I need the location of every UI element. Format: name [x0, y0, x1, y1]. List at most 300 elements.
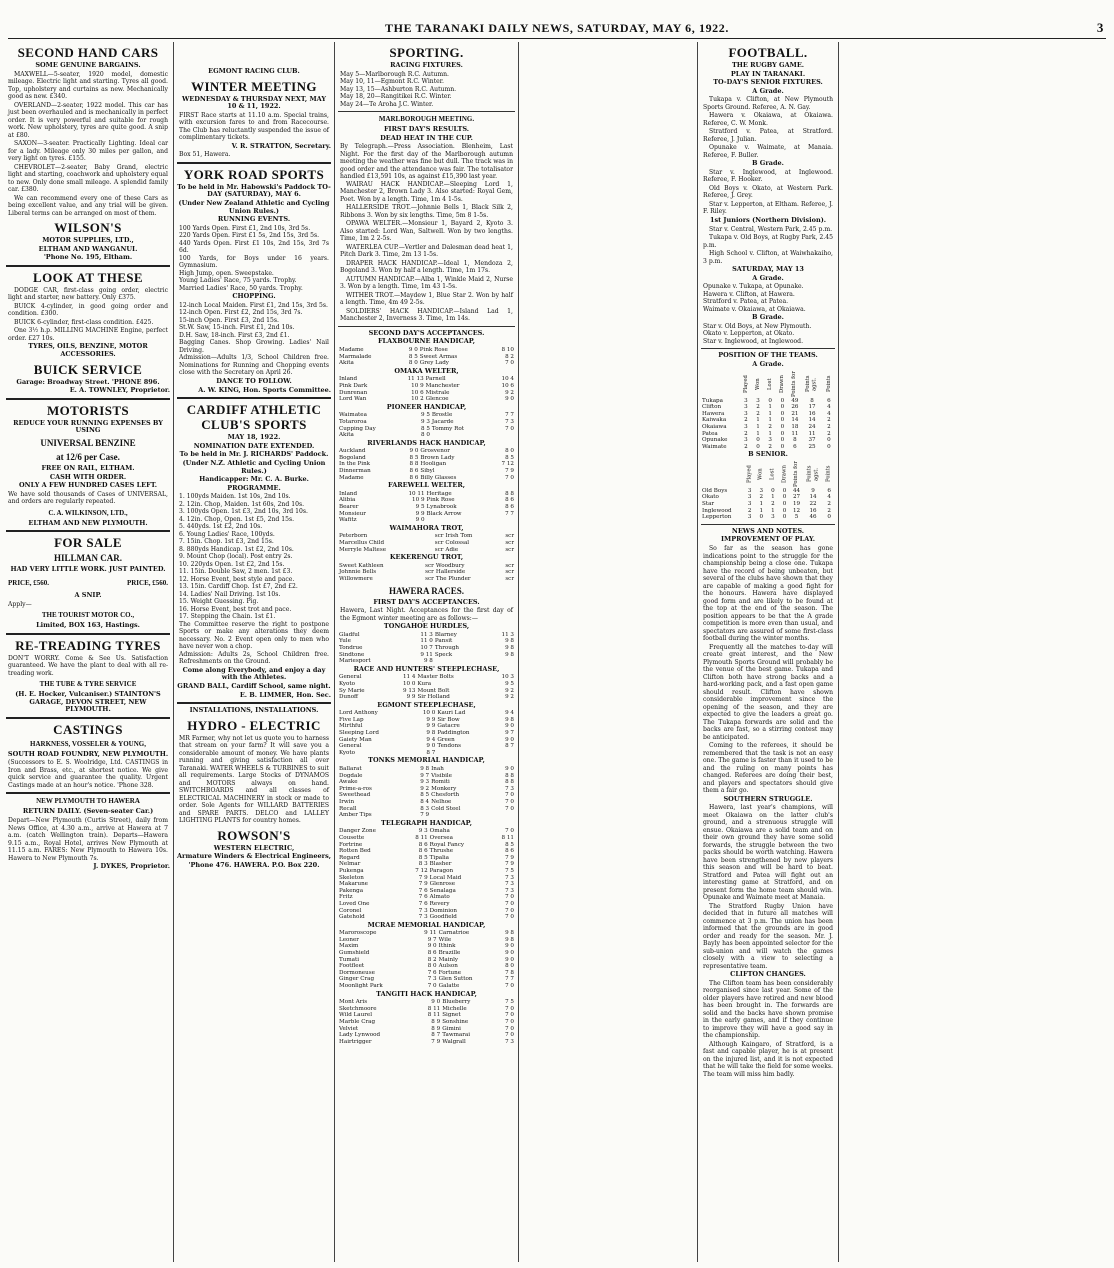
stat-cell: 0: [768, 397, 772, 404]
southern-body: [703, 804, 833, 970]
cardiff-rules: (Under N.Z. Athletic and Cycling Union Rules.): [182, 458, 326, 475]
acceptance-heading: FLAXBOURNE HANDICAP,: [377, 337, 476, 346]
horse-name: Prime-a-ros: [339, 785, 372, 792]
acceptance-row: [338, 957, 515, 964]
stat-cell: 49: [791, 397, 799, 404]
stat-cell: 3: [756, 397, 760, 404]
horse-weight: 7 9: [418, 881, 428, 888]
horse-name: Gatehold: [339, 914, 365, 921]
horse-name: Tawmarai: [442, 1032, 471, 1039]
horse-name: Signet: [442, 1012, 461, 1019]
motorists-heading: MOTORISTS: [46, 402, 130, 418]
tourist-name: THE TOURIST MOTOR CO.,: [41, 611, 135, 619]
motorists-body: REDUCE YOUR RUNNING EXPENSES BY USING: [13, 418, 163, 435]
horse-weight: 7 3: [505, 418, 514, 425]
horse-name: Brostle: [431, 412, 453, 419]
acceptance-row: [338, 497, 515, 504]
horse-weight: 8 3: [420, 805, 430, 812]
b-grade-label: B Grade.: [752, 313, 784, 322]
horse-name: Cousette: [339, 834, 365, 841]
horse-weight: 8 5: [418, 854, 428, 861]
football-heading: FOOTBALL.: [728, 45, 808, 60]
standings-row: [701, 501, 835, 508]
stat-cell: 1: [756, 417, 760, 424]
horse-weight: 7 12: [415, 867, 428, 874]
horse-name: [434, 658, 486, 665]
york-rules: (Under New Zealand Athletic and Cycling Union Rules.): [178, 199, 330, 215]
horse-weight: 7 3: [505, 874, 514, 881]
horse-weight: 9 0: [427, 943, 437, 950]
horse-name: Colossal: [445, 540, 470, 546]
acceptance-tables: [338, 338, 515, 1045]
programme-heading: PROGRAMME.: [227, 483, 281, 492]
programme-item: 5. 440yds. 1st £2, 2nd 10s.: [179, 523, 263, 531]
horse-weight: 7 12: [501, 461, 514, 468]
horse-name: Almato: [429, 894, 450, 901]
acceptance-row: [338, 888, 515, 895]
dead-heat: DEAD HEAT IN THE CUP.: [380, 133, 473, 142]
acceptance-row: [338, 432, 515, 439]
horse-name: Sleeping Lord: [339, 730, 379, 737]
stat-cell: 14: [808, 417, 816, 424]
horse-weight: 9 0: [505, 736, 514, 743]
stat-cell: 6: [827, 487, 831, 494]
horse-name: Brown Lady: [420, 454, 455, 461]
horse-weight: 9 0: [408, 346, 418, 353]
rowson-sub: WESTERN ELECTRIC,: [213, 843, 295, 852]
column-5-football: [701, 42, 835, 1262]
event-item: 100 Yards Open. First £1, 2nd 10s, 3rd 5s.: [179, 224, 311, 232]
horse-weight: 8 11: [427, 1012, 441, 1019]
stat-cell: 25: [808, 443, 816, 450]
york-heading: YORK ROAD SPORTS: [183, 166, 325, 182]
cardiff-signature: E. B. LIMMER, Hon. Sec.: [239, 690, 331, 699]
team-name: Hawera: [702, 410, 725, 417]
horse-name: Green: [437, 736, 455, 743]
look-item: One 3½ h.p. MILLING MACHINE Engine, perfect order. £27 10s.: [8, 327, 168, 342]
fixture-item: Opunake v. Waimate, at Manaia. Referee, F. Buller.: [703, 144, 833, 159]
stat-cell: 17: [808, 404, 816, 411]
column-header: Lost: [766, 377, 773, 390]
standings-table-b: [701, 460, 835, 521]
horse-name: Galatte: [438, 983, 460, 990]
stat-cell: 0: [780, 430, 785, 437]
stat-cell: 21: [791, 410, 799, 417]
horse-weight: 8 0: [427, 963, 437, 970]
fixture-item: Tukapa v. Clifton, at New Plymouth Sports Ground. Referee, A. N. Gay.: [703, 96, 833, 111]
horse-weight: 9 8: [505, 716, 514, 723]
horse-weight: 9 0: [415, 517, 425, 524]
column-header: Points agst.: [805, 375, 819, 392]
stat-cell: 1: [768, 417, 772, 424]
horse-name: Paddington: [437, 730, 470, 737]
team-name: Waimate: [702, 443, 727, 450]
hawera-proprietor: J. DYKES, Proprietor.: [93, 862, 170, 871]
a-grade-label: A Grade.: [752, 273, 784, 282]
horse-weight: [495, 517, 515, 524]
acceptance-row: [338, 511, 515, 518]
stat-cell: 3: [744, 410, 748, 417]
stat-cell: 18: [791, 423, 799, 430]
fixture-item: May 5—Marlborough R.C. Autumn.: [340, 70, 449, 78]
look-item: BUICK 4-cylinder, in good going order and condition. £300.: [8, 302, 168, 318]
horse-name: Auckland: [339, 448, 366, 455]
horse-weight: 7 0: [505, 425, 514, 432]
horse-name: Amber Tips: [339, 812, 372, 819]
horse-weight: 8 9: [431, 1019, 441, 1025]
horse-name: Irish Tom: [445, 533, 473, 540]
team-name: Tukapa: [702, 397, 723, 404]
horse-weight: 7 7: [505, 412, 514, 419]
horse-name: Loved One: [339, 900, 370, 907]
acceptance-row: [338, 723, 515, 730]
horse-weight: 7 9: [505, 854, 514, 861]
horse-weight: 8 0: [408, 360, 418, 367]
rowson-phone: 'Phone 476. HAWERA. P.O. Box 220.: [188, 860, 320, 869]
acceptance-row: [338, 658, 515, 665]
acceptance-heading: RIVERLANDS HACK HANDICAP,: [367, 438, 486, 447]
horse-name: Sweet Armas: [419, 353, 458, 360]
horse-name: Gimini: [442, 1025, 461, 1032]
horse-name: Tondrue: [339, 644, 363, 651]
handicapper: Handicapper: Mr. C. A. Burke.: [199, 475, 309, 484]
stat-cell: 3: [759, 487, 764, 494]
horse-weight: 9 11: [420, 651, 433, 658]
horse-name: Wile: [438, 936, 452, 943]
stat-cell: 1: [771, 507, 775, 514]
horse-weight: 7 0: [427, 983, 437, 990]
column-header: Played: [746, 464, 753, 483]
fixture-item: Okato v. Lepperton, at Okato.: [703, 330, 795, 338]
stat-cell: 0: [756, 437, 760, 444]
horse-weight: 9 9: [415, 510, 425, 517]
horse-weight: 8 2: [427, 956, 437, 963]
acceptance-row: [338, 563, 515, 570]
fixture-item: May 24—Te Aroha J.C. Winter.: [340, 100, 434, 108]
horse-weight: 7 7: [505, 510, 514, 517]
news-notes-heading: NEWS AND NOTES.: [731, 526, 805, 535]
horse-name: Sweethead: [339, 792, 371, 799]
stat-cell: 14: [791, 417, 799, 424]
fixture-item: Star v. Lepperton, at Eltham. Referee, J. F. Riley.: [703, 200, 833, 216]
stat-cell: 3: [747, 494, 752, 501]
cars-item: CHEVROLET—2-seater, Baby Grand, electric light and starting, coachwork and upholstery equal to new. Only done small mileage. A splendid family car. £380.: [8, 163, 168, 194]
horse-name: Walgrall: [442, 1038, 466, 1045]
chop-item: 12-inch Local Maiden. First £1, 2nd 15s, 3rd 5s.: [179, 301, 328, 309]
cars-list: [8, 71, 168, 218]
horse-name: Revery: [429, 900, 450, 907]
column-header: Points: [825, 465, 832, 483]
clifton-body: [703, 980, 833, 1079]
horse-name: Merryle Maltese: [339, 546, 387, 553]
column-header: Points agst.: [806, 465, 820, 483]
horse-name: Mirthful: [339, 723, 363, 730]
horse-name: Bogoland: [339, 454, 366, 461]
horse-weight: 7 6: [418, 894, 428, 901]
horse-name: Inah: [431, 766, 444, 773]
horse-weight: 9 4: [426, 736, 436, 743]
programme-item: 1. 100yds Maiden. 1st 10s, 2nd 10s.: [179, 493, 291, 501]
standings-row: [701, 404, 835, 411]
stat-cell: 0: [780, 417, 785, 424]
horse-weight: 9 3: [421, 418, 430, 425]
programme-item: 7. 15in. Chop. 1st £3, 2nd 15s.: [179, 538, 274, 546]
horse-weight: 9 2: [505, 389, 514, 396]
acceptance-row: [338, 638, 515, 645]
horse-name: Paragon: [429, 867, 454, 874]
horse-name: Michelle: [442, 1005, 467, 1012]
acceptance-heading: TANGITI HACK HANDICAP,: [376, 989, 477, 998]
programme-item: 11. 15in. Double Saw, 2 men. 1st £3.: [179, 568, 293, 576]
box-address: Box 51, Hawera.: [179, 151, 231, 159]
acceptance-heading: MCRAE MEMORIAL HANDICAP,: [367, 920, 486, 929]
winter-body: FIRST Race starts at 11.10 a.m. Special trains, with excursion fares to and from Racecourse. The Club has reluctantly suspended the issue of complimentary tickets.: [179, 111, 329, 142]
cars-note: We can recommend every one of these Cars as being excellent value, and any trial will be given. Liberal terms can be arranged on most of them.: [8, 194, 168, 217]
fixture-item: Stratford v. Patea, at Patea.: [703, 298, 789, 306]
fixture-item: Hawera v. Clifton, at Hawera.: [703, 290, 795, 298]
horse-weight: 9 0: [505, 943, 514, 950]
horse-name: Brazille: [438, 950, 461, 957]
horse-name: Sir Holland: [417, 694, 450, 701]
stat-cell: 0: [782, 494, 787, 501]
stat-cell: 6: [793, 443, 797, 450]
acceptance-row: [338, 861, 515, 868]
horse-weight: 9 9: [406, 694, 416, 701]
horse-name: Grey Lady: [419, 360, 449, 367]
horse-weight: 9 2: [420, 785, 430, 792]
horse-name: Woodbury: [435, 562, 465, 569]
benzine-price: at 12/6 per Case.: [56, 451, 120, 462]
horse-weight: [495, 432, 515, 439]
castings-heading: CASTINGS: [53, 721, 123, 737]
cars-item: MAXWELL—5-seater, 1920 model, domestic mileage. Electric light and starting. Tyres all good. Top, upholstery and curtains as new. Mechanically good as new. £340.: [8, 70, 168, 101]
horse-weight: 8 0: [421, 432, 430, 439]
buick-heading: BUICK SERVICE: [33, 361, 143, 377]
acceptance-row: [338, 976, 515, 983]
column-header: Points: [825, 375, 832, 392]
acceptance-row: [338, 943, 515, 950]
horse-name: Nelhoe: [431, 799, 452, 805]
horse-name: Pansit: [434, 638, 453, 645]
acceptance-heading: Hawera, Last Night. Acceptances for the first day of the Egmont winter meeting are as follows:—: [340, 607, 513, 622]
acceptance-row: [338, 412, 515, 419]
horse-weight: 9 0: [505, 950, 514, 957]
benzine-note: We have sold thousands of Cases of UNIVERSAL, and orders are regularly repeated.: [8, 490, 168, 506]
horse-name: Recall: [339, 805, 357, 812]
horse-name: In the Pink: [339, 461, 371, 468]
horse-name: Lord Wan: [339, 396, 367, 403]
horse-name: Master Bolts: [417, 674, 454, 681]
look-heading: LOOK AT THESE: [33, 269, 143, 285]
acceptance-row: [338, 930, 515, 937]
acceptance-table: [338, 999, 515, 1045]
cars-subheading: SOME GENUINE BARGAINS.: [35, 61, 141, 69]
standings-row: [701, 411, 835, 418]
horse-weight: 7 0: [505, 792, 514, 799]
acceptance-row: [338, 360, 515, 367]
horse-weight: 9 9: [426, 716, 436, 723]
horse-weight: 7 0: [505, 894, 514, 901]
acceptance-row: [338, 914, 515, 921]
horse-weight: 9 5: [415, 504, 425, 511]
team-name: Okaiawa: [702, 423, 727, 430]
horse-name: Visibile: [431, 772, 452, 779]
acceptance-row: [338, 983, 515, 990]
horse-name: Mistrale: [425, 389, 450, 396]
acceptance-row: [338, 475, 515, 482]
event-item: Young Ladies' Race, 75 yards. Trophy.: [179, 277, 297, 285]
horse-name: Tendons: [437, 743, 461, 750]
horse-weight: 8 6: [409, 468, 419, 475]
fixture-item: May 13, 15—Ashburton R.C. Autumn.: [340, 85, 457, 93]
racing-fixtures-heading: RACING FIXTURES.: [390, 61, 463, 69]
programme-item: 16. Horse Event, best trot and pace.: [179, 605, 292, 613]
masthead-title: THE TARANAKI DAILY NEWS, SATURDAY, MAY 6, 1922.: [385, 21, 729, 35]
acceptance-row: [338, 908, 515, 915]
horse-weight: 7 7: [505, 976, 514, 983]
acceptance-table: [338, 563, 515, 583]
standings-row: [701, 514, 835, 521]
programme-item: 8. 880yds Handicap. 1st £2, 2nd 10s.: [179, 545, 294, 553]
look-note: TYRES, OILS, BENZINE, MOTOR ACCESSORIES.: [28, 342, 148, 358]
horse-weight: 11 0: [420, 638, 433, 645]
fixture-item: High School v. Clifton, at Waiwhakaiho, 3 p.m.: [703, 250, 833, 265]
stat-cell: 3: [744, 437, 748, 444]
acceptance-row: [338, 419, 515, 426]
horse-weight: 7 0: [505, 907, 514, 914]
hawera-sub: RETURN DAILY. (Seven-seater Car.): [22, 807, 154, 816]
horse-weight: 10 11: [408, 490, 425, 497]
horse-name: Moonlight Park: [339, 983, 383, 990]
horse-weight: 8 8: [505, 490, 514, 497]
harkness-address: SOUTH ROAD FOUNDRY, NEW PLYMOUTH.: [7, 749, 169, 758]
team-name: Lepperton: [702, 514, 732, 521]
stat-cell: 2: [827, 501, 831, 508]
horse-name: Dunoff: [339, 694, 359, 701]
horse-name: Lynabrook: [426, 504, 457, 511]
stat-cell: 44: [793, 487, 801, 494]
horse-weight: 7 0: [505, 474, 514, 481]
horse-name: Rotten Bed: [339, 848, 371, 855]
horse-name: Gaiety Man: [339, 736, 372, 743]
chopping-list: [179, 302, 329, 355]
horse-name: Hallerside: [435, 569, 466, 576]
horse-weight: 9 11: [424, 930, 437, 937]
running-events-list: [179, 225, 329, 293]
horse-weight: 8 7: [505, 743, 514, 750]
horse-name: Inland: [339, 490, 358, 497]
horse-weight: 11 3: [501, 631, 514, 638]
horse-weight: scr: [505, 575, 514, 582]
acceptance-row: [338, 868, 515, 875]
acceptance-row: [338, 717, 515, 724]
cardiff-note: The Committee reserve the right to postpone Sports or make any alterations they deem necessary. No. 2 Event open only to men who have never won a chop.: [179, 620, 329, 651]
horse-name: Makarune: [339, 881, 368, 888]
a-grade-label: A Grade.: [752, 359, 784, 368]
horse-weight: 7 9: [420, 812, 430, 819]
standings-row: [701, 431, 835, 438]
programme-item: 10. 220yds Open. 1st £2, 2nd 15s.: [179, 560, 285, 568]
horse-weight: scr: [434, 540, 444, 546]
horse-name: Mainly: [438, 956, 459, 963]
horse-weight: 9 9: [426, 723, 436, 730]
horse-name: Glencoe: [425, 396, 449, 403]
stat-cell: 27: [793, 494, 801, 501]
standings-row: [701, 398, 835, 405]
acceptance-table: [338, 710, 515, 756]
horse-weight: scr: [425, 569, 434, 576]
horse-weight: 10 0: [403, 680, 416, 687]
horse-name: [430, 812, 493, 819]
stat-cell: 0: [782, 507, 787, 514]
acceptance-row: [338, 576, 515, 583]
cars-item: SAXON—3-seater. Practically Lighting. Ideal car for a lady. Mileage only 30 miles per gallon, and very light on tyres. £155.: [8, 140, 168, 163]
stat-cell: 1: [759, 507, 764, 514]
wilsons-name: WILSON'S: [54, 220, 122, 236]
acceptance-row: [338, 396, 515, 403]
horse-weight: 7 9: [431, 1038, 441, 1045]
stat-cell: 0: [827, 443, 831, 450]
horse-name: Velviet: [339, 1025, 359, 1032]
horse-name: Through: [434, 644, 460, 651]
horse-weight: 8 11: [501, 834, 514, 841]
acceptance-heading: EGMONT STEEPLECHASE,: [377, 700, 476, 709]
stat-cell: 0: [782, 514, 787, 521]
column-header: Points for: [793, 460, 800, 487]
column-header: Drawn: [781, 464, 788, 483]
acceptance-row: [338, 773, 515, 780]
programme-item: 4. 12in. Chop, Open. 1st £5, 2nd 15s.: [179, 515, 295, 523]
horse-weight: 7 3: [427, 976, 437, 983]
horse-weight: 8 6: [505, 497, 514, 504]
wilsons-address: ELTHAM AND WANGANUI.: [38, 244, 138, 253]
horse-weight: 8 5: [505, 454, 514, 461]
horse-name: Manchester: [425, 382, 460, 389]
horse-name: Hooligan: [420, 461, 447, 468]
stat-cell: 1: [759, 501, 764, 508]
horse-weight: 7 9: [505, 861, 514, 868]
horse-name: Thrushe: [429, 848, 454, 855]
acceptance-heading: TONGAHOE HURDLES,: [383, 622, 470, 631]
retread-heading: RE-TREADING TYRES: [15, 637, 161, 653]
horse-name: Bearer: [339, 504, 359, 511]
horse-name: Marmalade: [339, 353, 372, 360]
horse-name: Dominion: [429, 907, 457, 914]
acceptance-row: [338, 743, 515, 750]
stat-cell: 46: [809, 514, 817, 521]
horse-name: Sindtone: [339, 651, 365, 658]
horse-name: Awake: [339, 779, 358, 786]
horse-weight: 9 8: [505, 930, 514, 937]
acceptance-row: [338, 1006, 515, 1013]
horse-weight: 7 0: [505, 983, 514, 990]
chop-item: 12-inch Open. First £2, 2nd 15s, 3rd 7s.: [179, 309, 303, 317]
horse-name: Waimatea: [339, 412, 367, 419]
horse-name: Pink Rose: [419, 346, 448, 353]
acceptance-row: [338, 1032, 515, 1039]
team-name: Old Boys: [702, 487, 728, 494]
hydro-body: MR Farmer, why not let us quote you to harness that stream on your farm? It will save you a considerable amount of money. We have plants running and giving satisfaction all over Taranaki. WATER WHEELS & TURBINES to suit all requirements. Large Stocks of DYNAMOS and MOTORS always on hand. SWITCHBOARDS and all classes of ELECTRICAL MACHINERY in stock or made to order. Sole Agents for WILLARD BATTERIES and SPARE PARTS. DELCO and LALLEY LIGHTING PLANTS for country homes.: [179, 734, 329, 825]
horse-weight: 7 0: [505, 1005, 514, 1012]
stat-cell: 8: [793, 437, 797, 444]
horse-weight: 8 3: [418, 861, 428, 868]
cardiff-come: Come along Everybody, and enjoy a day with the Athletes.: [182, 665, 326, 682]
horse-name: Dormoneuse: [339, 969, 375, 976]
horse-name: Peterborn: [339, 533, 368, 540]
acceptance-row: [338, 963, 515, 970]
result-item: SOLDIERS' HACK HANDICAP.—Island Lad 1, Manchester 2, Inverness 3. Time, 1m 14s.: [340, 307, 513, 323]
acceptance-heading: FIRST DAY'S ACCEPTANCES.: [373, 597, 480, 606]
